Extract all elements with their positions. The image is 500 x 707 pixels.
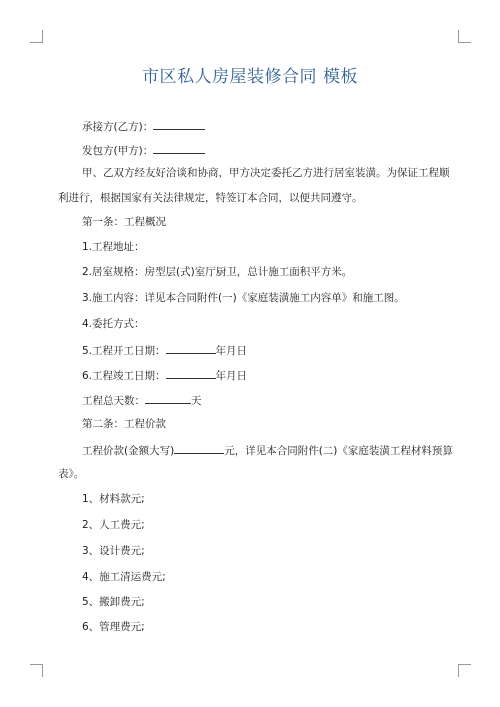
price-blank: [174, 442, 224, 454]
crop-mark-bottom-left: [30, 664, 43, 677]
price-suffix: 元，详见本合同附件(二)《家庭装潢工程材料预算: [224, 445, 453, 457]
price-line-2: 表》。: [58, 468, 85, 480]
price-line-1: [82, 442, 453, 458]
item-3-construction-content: 3.施工内容：详见本合同附件(一)《家庭装潢施工内容单》和施工图。: [82, 292, 405, 304]
crop-mark-top-right: [458, 30, 471, 43]
cost-item-2: 2、人工费元;: [82, 519, 145, 531]
item-6-date-suffix: 年月日: [215, 370, 248, 382]
document-title: 市区私人房屋装修合同 模板: [142, 67, 358, 87]
item-6-blank: [166, 367, 216, 379]
item-6-completion-date: [82, 367, 247, 383]
contractor-line: [82, 118, 205, 134]
total-days-line: [82, 392, 202, 408]
item-5-date-suffix: 年月日: [215, 345, 248, 357]
cost-item-4: 4、施工清运费元;: [82, 571, 166, 583]
item-6-label: 6.工程竣工日期：: [82, 370, 166, 382]
total-days-blank: [145, 392, 191, 404]
item-5-start-date: [82, 342, 247, 358]
intro-line-1: 甲、乙双方经友好洽谈和协商，甲方决定委托乙方进行居室装潢。为保证工程顺: [82, 167, 450, 179]
total-days-suffix: 天: [191, 395, 202, 407]
client-blank: [153, 142, 205, 154]
contractor-label: 承接方(乙方)：: [82, 121, 154, 133]
price-label: 工程价款(金额大写): [82, 445, 175, 457]
cost-item-3: 3、设计费元;: [82, 545, 145, 557]
article2-heading: 第二条：工程价款: [82, 418, 166, 430]
cost-item-1: 1、材料款元;: [82, 493, 145, 505]
item-2-room-spec: 2.居室规格：房型层(式)室厅厨卫，总计施工面积平方米。: [82, 266, 353, 278]
item-4-commission-method: 4.委托方式：: [82, 318, 145, 330]
item-1-address: 1.工程地址：: [82, 241, 145, 253]
client-label: 发包方(甲方)：: [82, 145, 154, 157]
item-5-label: 5.工程开工日期：: [82, 345, 166, 357]
crop-mark-bottom-right: [458, 664, 471, 677]
crop-mark-top-left: [30, 30, 43, 43]
intro-line-2: 利进行，根据国家有关法律规定，特签订本合同，以便共同遵守。: [58, 192, 363, 204]
cost-item-6: 6、管理费元;: [82, 621, 145, 633]
item-5-blank: [166, 342, 216, 354]
client-line: [82, 142, 205, 158]
article1-heading: 第一条：工程概况: [82, 216, 166, 228]
contractor-blank: [153, 118, 205, 130]
cost-item-5: 5、搬卸费元;: [82, 596, 145, 608]
total-days-label: 工程总天数：: [82, 395, 145, 407]
